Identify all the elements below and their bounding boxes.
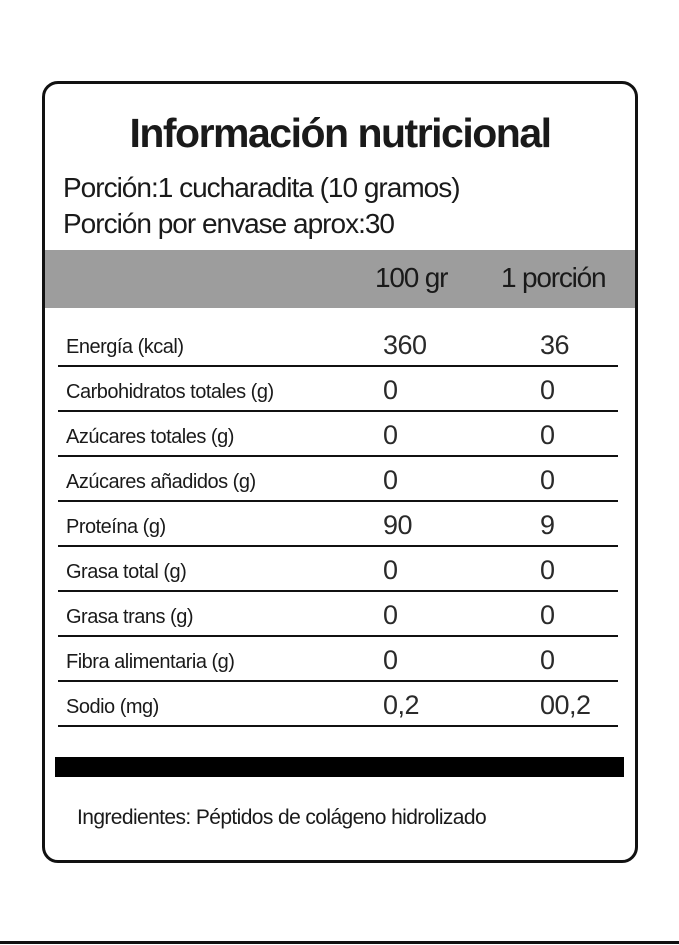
- nutrient-table: [58, 322, 618, 727]
- panel-title: Información nutricional: [129, 110, 551, 156]
- value-per-100g: 0: [383, 645, 398, 675]
- nutrient-label: Azúcares añadidos (g): [66, 471, 256, 493]
- serving-size-label: Porción:: [63, 172, 158, 203]
- nutrient-label: Fibra alimentaria (g): [66, 651, 235, 673]
- value-per-serving: 0: [540, 600, 555, 630]
- nutrition-facts-panel: [42, 81, 638, 863]
- nutrient-label: Grasa total (g): [66, 561, 187, 583]
- value-per-100g: 0: [383, 555, 398, 585]
- value-per-100g: 360: [383, 330, 427, 360]
- column-header-band: [45, 250, 635, 308]
- value-per-100g: 90: [383, 510, 413, 540]
- table-row: [58, 457, 618, 502]
- value-per-100g: 0: [383, 420, 398, 450]
- bottom-divider: [0, 941, 679, 944]
- value-per-serving: 0: [540, 465, 555, 495]
- value-per-serving: 0: [540, 645, 555, 675]
- nutrient-label: Energía (kcal): [66, 336, 184, 358]
- value-per-serving: 36: [540, 330, 570, 360]
- value-per-100g: 0,2: [383, 690, 420, 720]
- table-row: [58, 322, 618, 367]
- table-row: [58, 367, 618, 412]
- serving-size-value: 1 cucharadita (10 gramos): [157, 172, 460, 203]
- value-per-serving: 0: [540, 375, 555, 405]
- value-per-100g: 0: [383, 600, 398, 630]
- nutrient-label: Carbohidratos totales (g): [66, 381, 274, 403]
- value-per-serving: 0: [540, 555, 555, 585]
- table-row: [58, 637, 618, 682]
- table-row: [58, 592, 618, 637]
- nutrient-label: Sodio (mg): [66, 696, 159, 718]
- table-row: [58, 682, 618, 727]
- value-per-100g: 0: [383, 375, 398, 405]
- ingredients-text: Ingredientes: Péptidos de colágeno hidrolizado: [77, 806, 487, 829]
- table-row: [58, 502, 618, 547]
- nutrient-label: Proteína (g): [66, 516, 166, 538]
- value-per-100g: 0: [383, 465, 398, 495]
- servings-per-container-value: 30: [364, 208, 395, 239]
- value-per-serving: 0: [540, 420, 555, 450]
- servings-per-container-label: Porción por envase aprox:: [63, 208, 365, 239]
- nutrient-label: Azúcares totales (g): [66, 426, 234, 448]
- nutrient-label: Grasa trans (g): [66, 606, 193, 628]
- table-row: [58, 547, 618, 592]
- value-per-serving: 00,2: [540, 690, 591, 720]
- column-header-100g: 100 gr: [375, 262, 448, 293]
- servings-per-container: [63, 208, 394, 240]
- serving-size: [63, 172, 460, 204]
- table-row: [58, 412, 618, 457]
- column-header-serving: 1 porción: [501, 262, 606, 293]
- divider-bar: [55, 757, 624, 777]
- value-per-serving: 9: [540, 510, 555, 540]
